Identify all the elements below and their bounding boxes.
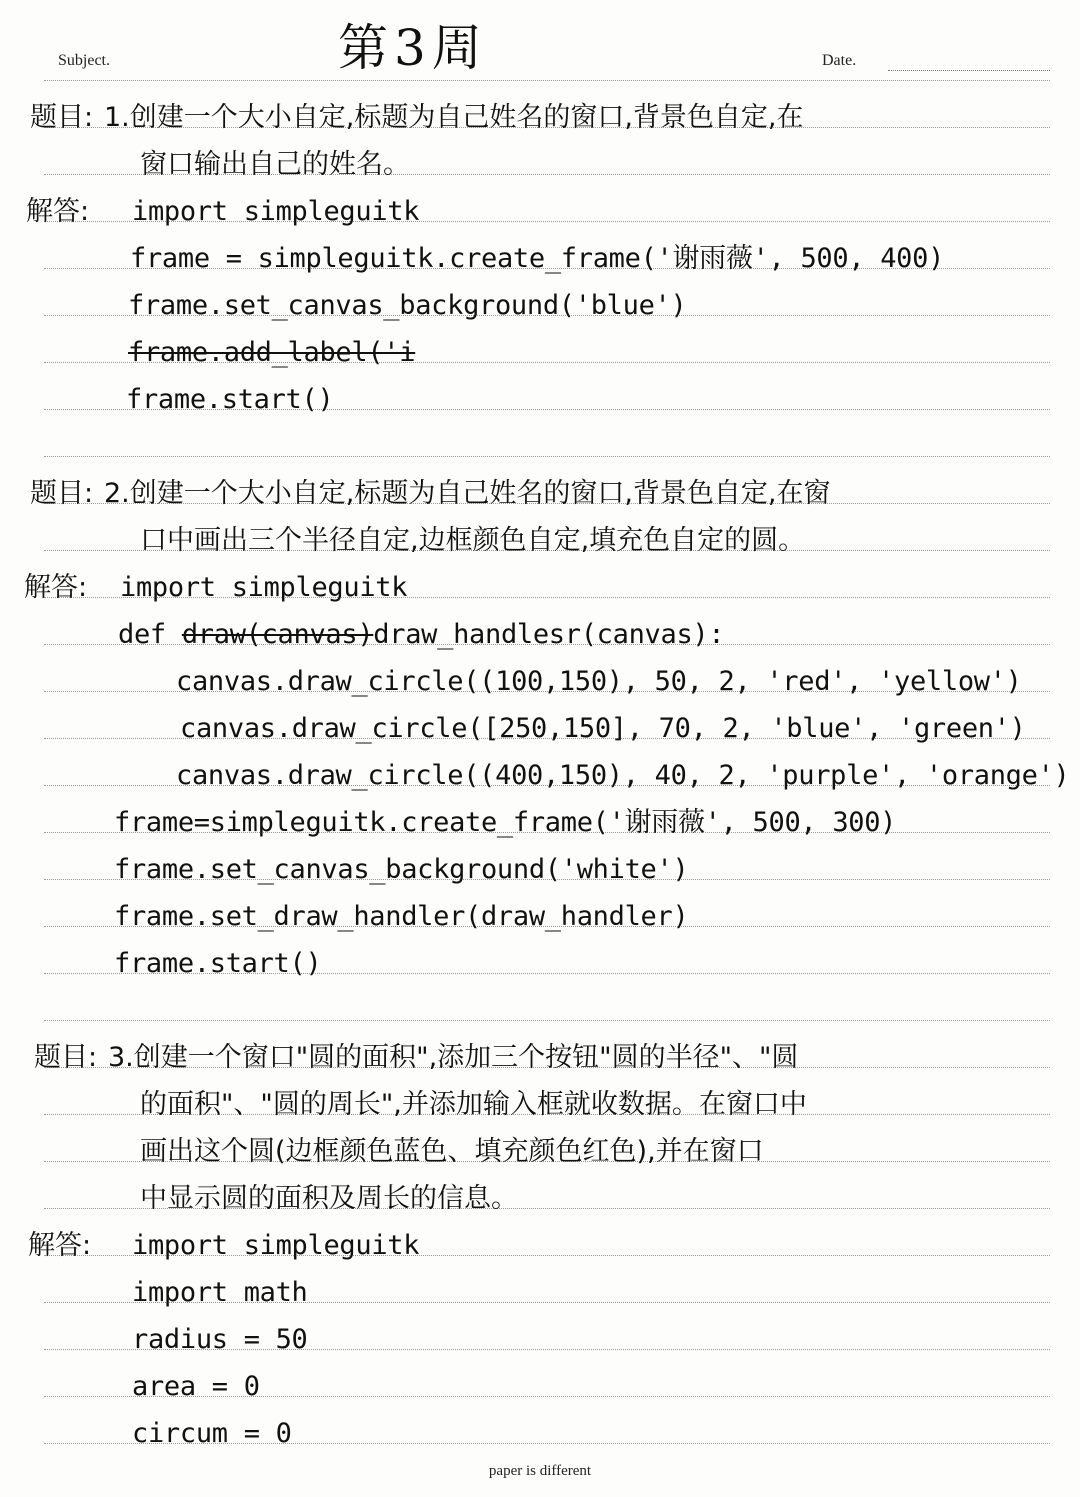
- q3-prompt-line4: 中显示圆的面积及周长的信息。: [140, 1183, 518, 1214]
- q3-code-line: import math: [132, 1277, 308, 1308]
- q3-prompt-line3: 画出这个圆(边框颜色蓝色、填充颜色红色),并在窗口: [140, 1136, 764, 1167]
- page-title: 第3周: [338, 19, 488, 77]
- q3-code-line: circum = 0: [132, 1418, 292, 1449]
- q3-code-line: area = 0: [132, 1371, 260, 1402]
- q2-prompt-prefix: 题目:: [30, 478, 94, 509]
- q3-prompt-line2: 的面积"、"圆的周长",并添加输入框就收数据。在窗口中: [140, 1089, 807, 1120]
- q2-prompt-line1: 2.创建一个大小自定,标题为自己姓名的窗口,背景色自定,在窗: [104, 478, 831, 509]
- page-footer: paper is different: [488, 1463, 592, 1479]
- subject-label: Subject.: [58, 52, 110, 69]
- q2-code-line: frame.set_draw_handler(draw_handler): [114, 901, 689, 932]
- q2-code-line: frame=simpleguitk.create_frame('谢雨薇', 500, 300): [114, 807, 897, 838]
- def-rest: draw_handlesr(canvas):: [373, 619, 725, 650]
- date-field-line: [888, 70, 1050, 71]
- q3-prompt-line1: 3.创建一个窗口"圆的面积",添加三个按钮"圆的半径"、"圆: [108, 1042, 799, 1073]
- q3-prompt-prefix: 题目:: [34, 1042, 98, 1073]
- q1-prompt-line1: 1.创建一个大小自定,标题为自己姓名的窗口,背景色自定,在: [104, 102, 804, 133]
- q2-code-def: [118, 615, 724, 655]
- date-label: Date.: [822, 52, 857, 69]
- q1-prompt-prefix: 题目:: [30, 102, 94, 133]
- q1-code-line-struck: frame.add_label('i: [128, 337, 416, 368]
- q2-code-line: frame.start(): [114, 948, 322, 979]
- q3-code-line: import simpleguitk: [132, 1230, 420, 1261]
- ruled-line: [44, 456, 1050, 457]
- q1-code-line: frame = simpleguitk.create_frame('谢雨薇', 500, 400): [130, 243, 945, 274]
- q2-code-import: import simpleguitk: [120, 572, 408, 603]
- q2-code-line: frame.set_canvas_background('white'): [114, 854, 689, 885]
- q1-answer-prefix: 解答:: [26, 196, 90, 227]
- q1-prompt-line2: 窗口输出自己的姓名。: [140, 149, 410, 180]
- def-struck-text: draw(canvas): [181, 619, 374, 650]
- q2-prompt-line2: 口中画出三个半径自定,边框颜色自定,填充色自定的圆。: [140, 525, 806, 556]
- def-keyword: def: [118, 619, 182, 650]
- q2-code-body-line: canvas.draw_circle((400,150), 40, 2, 'purple', 'orange'): [176, 760, 1070, 791]
- ruled-line: [44, 1020, 1050, 1021]
- q2-code-body-line: canvas.draw_circle((100,150), 50, 2, 'red', 'yellow'): [176, 666, 1022, 697]
- q1-code-line: import simpleguitk: [132, 196, 420, 227]
- q3-code-line: radius = 50: [132, 1324, 308, 1355]
- q2-code-body-line: canvas.draw_circle([250,150], 70, 2, 'blue', 'green'): [180, 713, 1026, 744]
- q1-code-line: frame.set_canvas_background('blue'): [128, 290, 687, 321]
- q1-code-line: frame.start(): [126, 384, 334, 415]
- ruled-line: [44, 80, 1050, 81]
- q2-answer-prefix: 解答:: [24, 572, 88, 603]
- q3-answer-prefix: 解答:: [28, 1230, 92, 1261]
